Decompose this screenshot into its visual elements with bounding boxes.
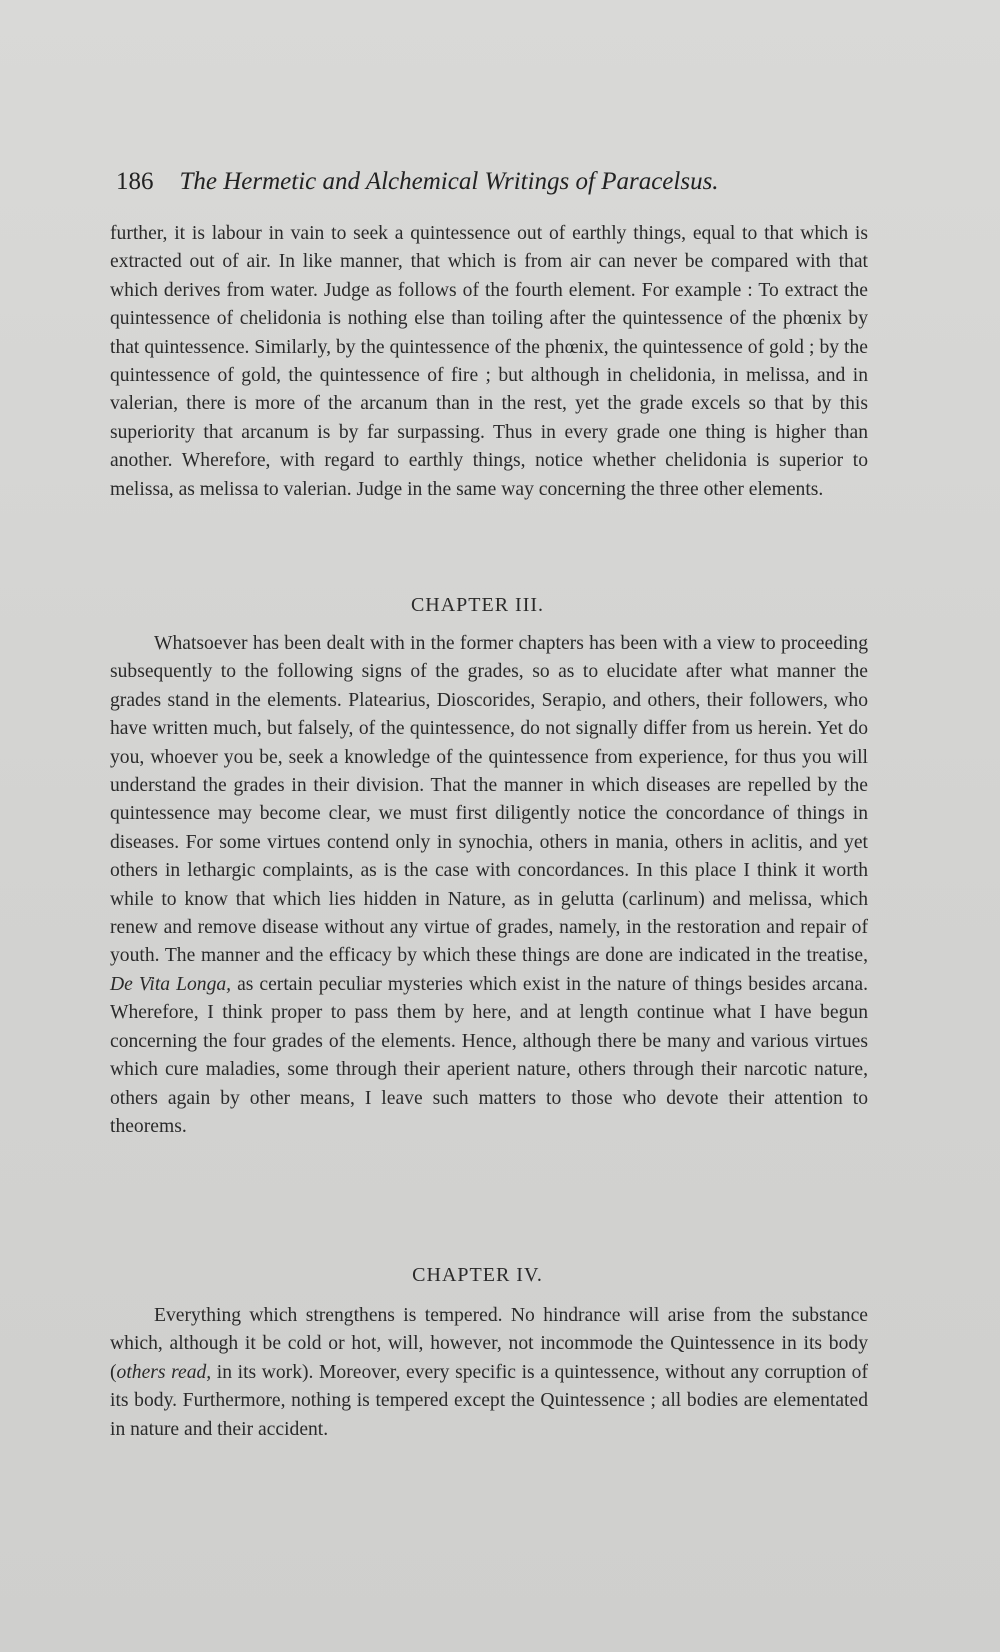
chapter-3-heading: CHAPTER III.	[410, 594, 545, 616]
chapter-4-body	[110, 1302, 868, 1444]
chapter-3-paragraph	[110, 630, 868, 1141]
page-number: 186	[116, 168, 154, 195]
chapter-4-text-part-2: in its work). Moreover, every specific is a quintessence, without any corruption of its body. Furthermore, nothing is tempered except the Quintessence ; all bodies are elementated in nature and their accident.	[110, 1361, 868, 1440]
chapter-3-text-part-1: Whatsoever has been dealt with in the former chapters has been with a view to proceeding subsequently to the following signs of the grades, so as to elucidate after what manner the grades stand in the elements. Platearius, Dioscorides, Serapio, and others, their followers, who have written much, but falsely, of the quintessence, do not signally differ from us herein. Yet do you, whoever you be, seek a knowledge of the quintessence from experience, for thus you will understand the grades in their division. That the manner in which diseases are repelled by the quintessence may become clear, we must first diligently notice the concordance of things in diseases. For some virtues contend only in synochia, others in mania, others in aclitis, and yet others in lethargic complaints, as is the case with concordances. In this place I think it worth while to know that which lies hidden in Nature, as in gelutta (carlinum) and melissa, which renew and remove disease without any virtue of grades, namely, in the restoration and repair of youth. The manner and the efficacy by which these things are done are indicated in the treatise,	[110, 633, 868, 967]
treatise-title: De Vita Longa,	[110, 973, 232, 995]
chapter-4-text-part-1: Everything which strengthens is tempered. No hindrance will arise from the substance which, although it be cold or hot, will, however, not incommode the Quintessence in its body (	[110, 1305, 868, 1383]
chapter-4-heading: CHAPTER IV.	[412, 1264, 543, 1286]
chapter-3-text-part-2: as certain peculiar mysteries which exist in the nature of things besides arcana. Wherefore, I think proper to pass them by here, and at length continue what I have begun concerning the four grades of the elements. Hence, although there be many and various virtues which cure maladies, some through their aperient nature, others through their narcotic nature, others again by other means, I leave such matters to those who devote their attention to theorems.	[110, 973, 868, 1137]
paragraph-text: further, it is labour in vain to seek a quintessence out of earthly things, equal to that which is extracted out of air. In like manner, that which is from air can never be compared with that which derives from water. Judge as follows of the fourth element. For example : To extract the quintessence of chelidonia is nothing else than toiling after the quintessence of the phœnix by that quintessence. Similarly, by the quintessence of the phœnix, the quintessence of gold ; by the quintessence of gold, the quintessence of fire ; but although in chelidonia, in melissa, and in valerian, there is more of the arcanum than in the rest, yet the grade excels so that by this superiority that arcanum is by far surpassing. Thus in every grade one thing is higher than another. Wherefore, with regard to earthly things, notice whether chelidonia is superior to melissa, as melissa to valerian. Judge in the same way concerning the three other elements.	[110, 223, 868, 500]
running-title: The Hermetic and Alchemical Writings of Paracelsus.	[179, 168, 719, 195]
continued-paragraph	[110, 220, 868, 504]
running-head	[116, 168, 816, 196]
chapter-4-paragraph	[110, 1302, 868, 1444]
italic-note: others read,	[116, 1361, 212, 1383]
chapter-3-body	[110, 630, 868, 1141]
